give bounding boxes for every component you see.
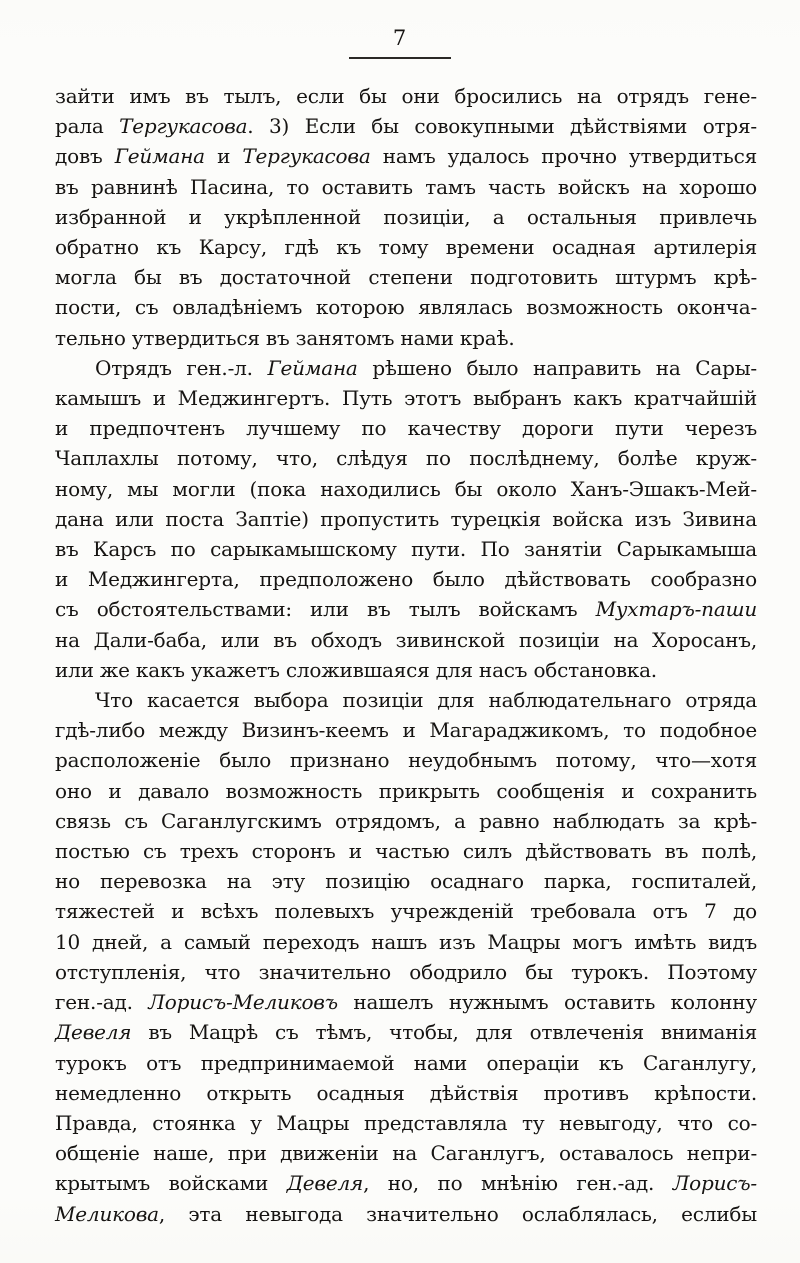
paragraph (55, 81, 757, 353)
text-run: тяжестей и всѣхъ полевыхъ учрежденій требовала отъ 7 до (55, 899, 757, 924)
text-line (55, 896, 757, 926)
text-run: оно и давало возможность прикрыть сообщенія и сохранить (55, 778, 757, 803)
text-line (55, 81, 757, 111)
text-run: ному, мы могли (пока находились бы около Ханъ-Эшакъ-Мей- (55, 476, 757, 501)
text-run: и Меджингерта, предположено было дѣйствовать сообразно (55, 567, 757, 592)
text-line (55, 927, 757, 957)
italic-text-run: Геймана (114, 144, 205, 169)
text-run: въ равнинѣ Пасина, то оставить тамъ часть войскъ на хорошо (55, 174, 757, 199)
text-line (55, 292, 757, 322)
text-line (55, 1017, 757, 1047)
text-run: на Дали-баба, или въ обходъ зивинской позиціи на Хоросанъ, (55, 627, 757, 652)
text-run: въ Карсъ по сарыкамышскому пути. По занятіи Сарыкамыша (55, 537, 757, 562)
italic-text-run: Лорисъ-Меликовъ (148, 990, 338, 1015)
text-line (55, 776, 757, 806)
text-run: но перевозка на эту позицію осаднаго парка, госпиталей, (55, 869, 757, 894)
paragraph (55, 685, 757, 1229)
text-line (55, 1078, 757, 1108)
text-line (55, 806, 757, 836)
text-run: избранной и укрѣпленной позиціи, а остальныя привлечь (55, 204, 757, 229)
italic-text-run: Мухтаръ-паши (595, 597, 757, 622)
text-run: и предпочтенъ лучшему по качеству дороги пути черезъ (55, 416, 757, 441)
text-run: крытымъ войсками (55, 1171, 287, 1196)
text-run: и (204, 144, 243, 169)
italic-text-run: Лорисъ- (672, 1171, 757, 1196)
text-line (55, 1138, 757, 1168)
text-line (55, 413, 757, 443)
text-run: , но, по мнѣнію ген.-ад. (363, 1171, 673, 1196)
text-line (55, 625, 757, 655)
text-run: съ обстоятельствами: или въ тылъ войскамъ (55, 597, 596, 622)
italic-text-run: Меликова (55, 1201, 159, 1226)
text-run: камышъ и Меджингертъ. Путь этотъ выбранъ какъ кратчайшій (55, 386, 757, 411)
text-run: 10 дней, а самый переходъ нашъ изъ Мацры могъ имѣть видъ (55, 929, 757, 954)
text-run: Правда, стоянка у Мацры представляла ту невыгоду, что со- (55, 1110, 757, 1135)
text-run: расположеніе было признано неудобнымъ потому, что—хотя (55, 748, 757, 773)
text-line (55, 383, 757, 413)
text-run: рѣшено было направить на Сары- (357, 355, 757, 380)
text-line (55, 111, 757, 141)
text-run: немедленно открыть осадныя дѣйствія противъ крѣпости. (55, 1080, 757, 1105)
italic-text-run: Девеля (55, 1020, 132, 1045)
text-run: нашелъ нужнымъ оставить колонну (337, 990, 757, 1015)
page-number: 7 (392, 26, 408, 50)
text-run: рала (55, 114, 120, 139)
text-run: , эта невыгода значительно ослаблялась, еслибы (158, 1201, 757, 1226)
text-line (55, 957, 757, 987)
text-line (55, 323, 757, 353)
paragraph (55, 353, 757, 685)
italic-text-run: Тергукасова (242, 144, 371, 169)
text-line (55, 232, 757, 262)
text-run: обратно къ Карсу, гдѣ къ тому времени осадная артилерія (55, 235, 757, 260)
text-line (55, 202, 757, 232)
text-run: или же какъ укажетъ сложившаяся для насъ обстановка. (55, 657, 657, 682)
text-line (55, 715, 757, 745)
text-line (55, 1108, 757, 1138)
text-line (55, 1168, 757, 1198)
text-run: постью съ трехъ сторонъ и частью силъ дѣйствовать въ полѣ, (55, 839, 757, 864)
text-line (55, 534, 757, 564)
text-run: намъ удалось прочно утвердиться (370, 144, 757, 169)
text-line (55, 655, 757, 685)
text-line (55, 836, 757, 866)
text-run: общеніе наше, при движеніи на Саганлугъ, оставалось непри- (55, 1141, 757, 1166)
page-text (55, 81, 757, 1229)
text-line (55, 594, 757, 624)
text-run: отступленія, что значительно ободрило бы турокъ. Поэтому (55, 959, 757, 984)
text-line (55, 474, 757, 504)
text-line (55, 685, 757, 715)
text-run: довъ (55, 144, 115, 169)
text-line (55, 262, 757, 292)
page-number-rule (349, 57, 451, 59)
italic-text-run: Девеля (286, 1171, 364, 1196)
text-line (55, 1199, 757, 1229)
text-line (55, 1048, 757, 1078)
text-line (55, 564, 757, 594)
text-run: связь съ Саганлугскимъ отрядомъ, а равно наблюдать за крѣ- (55, 808, 757, 833)
text-run: могла бы въ достаточной степени подготовить штурмъ крѣ- (55, 265, 757, 290)
text-line (55, 172, 757, 202)
italic-text-run: Тергукасова (119, 114, 248, 139)
text-line (55, 443, 757, 473)
text-run: Отрядъ ген.-л. (95, 355, 268, 380)
text-run: Что касается выбора позиціи для наблюдательнаго отряда (95, 688, 757, 713)
text-run: ген.-ад. (55, 990, 149, 1015)
text-run: гдѣ-либо между Визинъ-кеемъ и Магараджикомъ, то подобное (55, 718, 757, 743)
text-line (55, 141, 757, 171)
text-run: Чаплахлы потому, что, слѣдуя по послѣднему, болѣе круж- (55, 446, 757, 471)
text-line (55, 504, 757, 534)
text-run: въ Мацрѣ съ тѣмъ, чтобы, для отвлеченія вниманія (131, 1020, 757, 1045)
text-run: дана или поста Заптіе) пропустить турецкія войска изъ Зивина (55, 506, 757, 531)
text-run: . 3) Если бы совокупными дѣйствіями отря- (247, 114, 757, 139)
italic-text-run: Геймана (267, 355, 358, 380)
text-run: турокъ отъ предпринимаемой нами операціи къ Саганлугу, (55, 1050, 757, 1075)
text-run: зайти имъ въ тылъ, если бы они бросились на отрядъ гене- (55, 84, 757, 108)
text-line (55, 745, 757, 775)
text-line (55, 353, 757, 383)
text-line (55, 866, 757, 896)
text-run: пости, съ овладѣніемъ которою являлась возможность оконча- (55, 295, 757, 320)
text-run: тельно утвердиться въ занятомъ нами краѣ. (55, 325, 515, 350)
page-header (49, 0, 751, 59)
text-line (55, 987, 757, 1017)
